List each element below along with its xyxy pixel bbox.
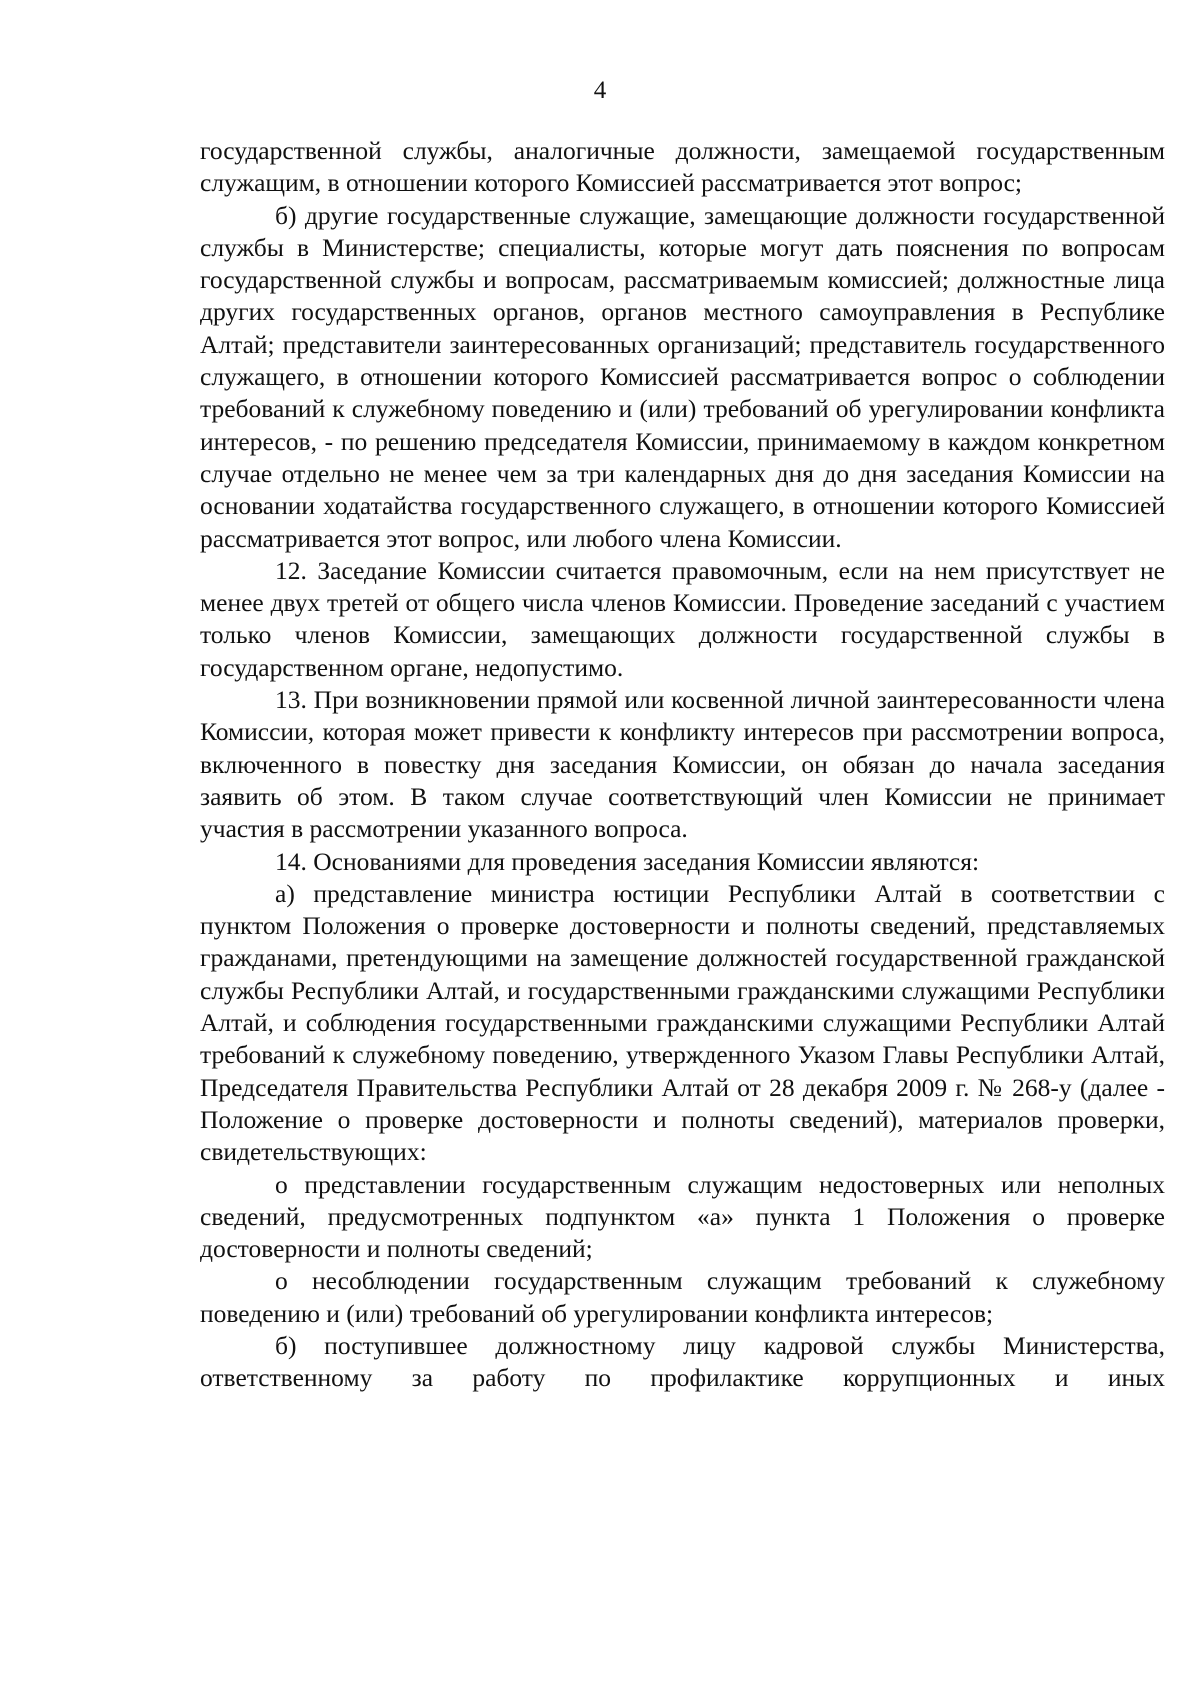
paragraph-continuation: государственной службы, аналогичные должности, замещаемой государственным служащим, в отношении которого Комиссией рассматривается этот вопрос; — [200, 136, 1165, 198]
paragraph-12-quorum: 12. Заседание Комиссии считается правомочным, если на нем присутствует не менее двух третей от общего числа членов Комиссии. Проведение заседаний с участием только членов Комиссии, замещающих должности государственной службы в государственном органе, недопустимо. — [200, 555, 1165, 682]
document-body — [200, 135, 1165, 1395]
paragraph-item-b-participants: б) другие государственные служащие, замещающие должности государственной службы в Министерстве; специалисты, которые могут дать пояснения по вопросам государственной службы и вопросам, рассматриваемым комиссией; должностные лица других государственных органов, органов местного самоуправления в Республике Алтай; представители заинтересованных организаций; представитель государственного служащего, в отношении которого Комиссией рассматривается вопрос о соблюдении требований к служебному поведению и (или) требований об урегулировании конфликта интересов, - по решению председателя Комиссии, принимаемому в каждом конкретном случае отдельно не менее чем за три календарных дня до дня заседания Комиссии на основании ходатайства государственного служащего, в отношении которого Комиссией рассматривается этот вопрос, или любого члена Комиссии. — [200, 200, 1165, 553]
paragraph-item-a-minister-submission: а) представление министра юстиции Республики Алтай в соответствии с пунктом Положения о проверке достоверности и полноты сведений, представляемых гражданами, претендующими на замещение должностей государственной гражданской службы Республики Алтай, и государственными гражданскими служащими Республики Алтай, и соблюдения государственными гражданскими служащими Республики Алтай требований к служебному поведению, утвержденного Указом Главы Республики Алтай, Председателя Правительства Республики Алтай от 28 декабря 2009 г. № 268-у (далее - Положение о проверке достоверности и полноты сведений), материалов проверки, свидетельствующих: — [200, 878, 1165, 1167]
paragraph-non-compliance: о несоблюдении государственным служащим требований к служебному поведению и (или) требований об урегулировании конфликта интересов; — [200, 1266, 1165, 1328]
paragraph-item-b-received-appeal: б) поступившее должностному лицу кадровой службы Министерства, ответственному за работу по профилактике коррупционных и иных — [200, 1330, 1165, 1393]
paragraph-13-conflict-of-interest: 13. При возникновении прямой или косвенной личной заинтересованности члена Комиссии, которая может привести к конфликту интересов при рассмотрении вопроса, включенного в повестку дня заседания Комиссии, он обязан до начала заседания заявить об этом. В таком случае соответствующий член Комиссии не принимает участия в рассмотрении указанного вопроса. — [200, 685, 1165, 844]
page-number: 4 — [593, 77, 607, 104]
paragraph-14-grounds: 14. Основаниями для проведения заседания Комиссии являются: — [275, 846, 980, 876]
paragraph-unreliable-information: о представлении государственным служащим недостоверных или неполных сведений, предусмотренных подпунктом «а» пункта 1 Положения о проверке достоверности и полноты сведений; — [200, 1169, 1165, 1264]
